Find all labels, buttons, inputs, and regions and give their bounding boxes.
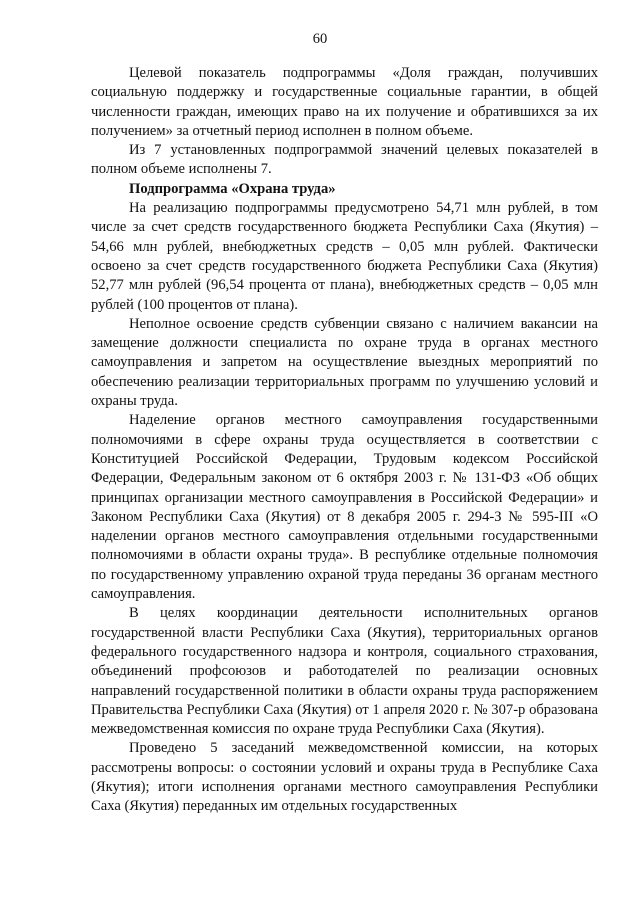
paragraph-target-indicator: Целевой показатель подпрограммы «Доля граждан, получивших социальную поддержку и государственные социальные гарантии, в общей численности граждан, имеющих право на их получение и обратившихся за их получением» за отчетный период исполнен в полном объеме.: [91, 65, 598, 139]
page-number: 60: [312, 31, 328, 47]
section-heading-labor-protection: Подпрограмма «Охрана труда»: [129, 180, 336, 197]
paragraph-local-authority-powers: Наделение органов местного самоуправления государственными полномочиями в сфере охраны труда осуществляется в соответствии с Конституцией Российской Федерации, Трудовым кодексом Российской Федерации, Федеральным законом от 6 октября 2003 г. № 131-ФЗ «Об общих принципах организации местного самоуправления в Российской Федерации» и Законом Республики Саха (Якутия) от 8 декабря 2005 г. 294-З № 595-III «О наделении органов местного самоуправления отдельными государственными полномочиями в области охраны труда». В республике отдельные полномочия по государственному управлению охраной труда переданы 36 органам местного самоуправления.: [91, 412, 598, 603]
paragraph-commission-meetings: Проведено 5 заседаний межведомственной комиссии, на которых рассмотрены вопросы: о состоянии условий и охраны труда в Республике Саха (Якутия); итоги исполнения органами местного самоуправления Республики Саха (Якутия) переданных им отдельных государственных: [91, 740, 598, 815]
paragraph-indicators-count: Из 7 установленных подпрограммой значений целевых показателей в полном объеме исполнены 7.: [91, 142, 598, 178]
paragraph-interagency-commission: В целях координации деятельности исполнительных органов государственной власти Республики Саха (Якутия), территориальных органов федерального государственного надзора и контроля, социального страхования, объединений профсоюзов и работодателей по реализации основных направлений государственной политики в области охраны труда распоряжением Правительства Республики Саха (Якутия) от 1 апреля 2020 г. № 307-р образована межведомственная комиссия по охране труда Республики Саха (Якутия).: [91, 605, 598, 738]
paragraph-incomplete-spending: Неполное освоение средств субвенции связано с наличием вакансии на замещение должности специалиста по охране труда в органах местного самоуправления и запретом на осуществление выездных мероприятий по обеспечению реализации территориальных программ по улучшению условий и охраны труда.: [91, 315, 598, 410]
paragraph-funding: На реализацию подпрограммы предусмотрено 54,71 млн рублей, в том числе за счет средств государственного бюджета Республики Саха (Якутия) – 54,66 млн рублей, внебюджетных средств – 0,05 млн рублей. Фактически освоено за счет средств государственного бюджета Республики Саха (Якутия) 52,77 млн рублей (96,54 процента от плана), внебюджетных средств – 0,05 млн рублей (100 процентов от плана).: [91, 200, 598, 313]
document-body: [91, 64, 598, 817]
